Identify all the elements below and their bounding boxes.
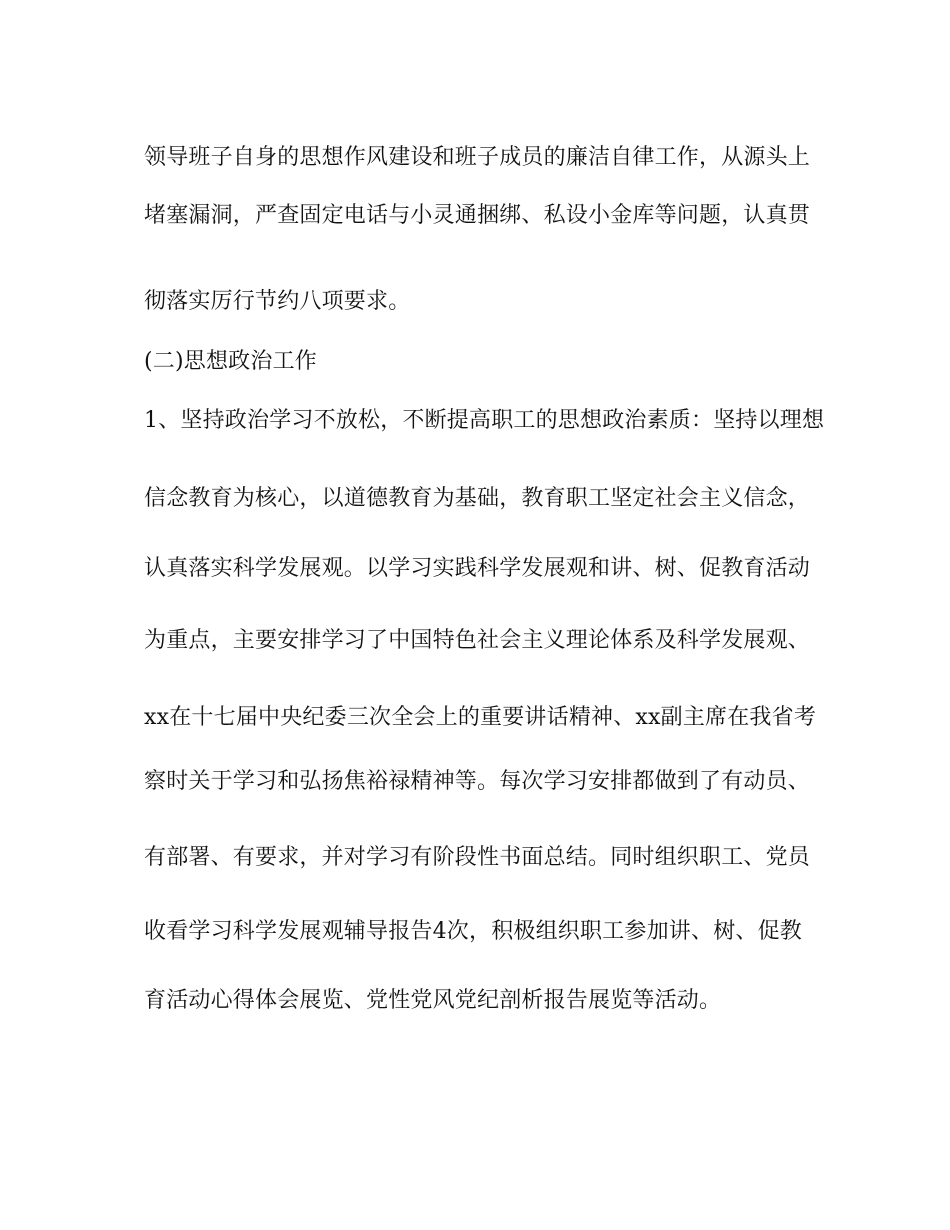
paragraph-line-10: 察时关于学习和弘扬焦裕禄精神等。每次学习安排都做到了有动员、 bbox=[144, 769, 811, 794]
section-heading: (二)思想政治工作 bbox=[144, 349, 317, 374]
paragraph-line-3: 彻落实厉行节约八项要求。 bbox=[144, 289, 411, 314]
paragraph-line-1: 领导班子自身的思想作风建设和班子成员的廉洁自律工作，从源头上 bbox=[144, 145, 811, 170]
paragraph-line-5: 1、坚持政治学习不放松，不断提高职工的思想政治素质：坚持以理想 bbox=[144, 408, 825, 433]
paragraph-line-8: 为重点，主要安排学习了中国特色社会主义理论体系及科学发展观、 bbox=[144, 628, 811, 653]
paragraph-line-13: 育活动心得体会展览、党性党风党纪剖析报告展览等活动。 bbox=[144, 988, 722, 1013]
paragraph-line-11: 有部署、有要求，并对学习有阶段性书面总结。同时组织职工、党员 bbox=[144, 845, 811, 870]
paragraph-line-2: 堵塞漏洞，严查固定电话与小灵通捆绑、私设小金库等问题，认真贯 bbox=[144, 203, 811, 228]
paragraph-line-6: 信念教育为核心，以道德教育为基础，教育职工坚定社会主义信念， bbox=[144, 486, 811, 511]
paragraph-line-7: 认真落实科学发展观。以学习实践科学发展观和讲、树、促教育活动 bbox=[144, 556, 811, 581]
paragraph-line-9: xx在十七届中央纪委三次全会上的重要讲话精神、xx副主席在我省考 bbox=[144, 705, 817, 730]
paragraph-line-12: 收看学习科学发展观辅导报告4次，积极组织职工参加讲、树、促教 bbox=[144, 919, 802, 944]
